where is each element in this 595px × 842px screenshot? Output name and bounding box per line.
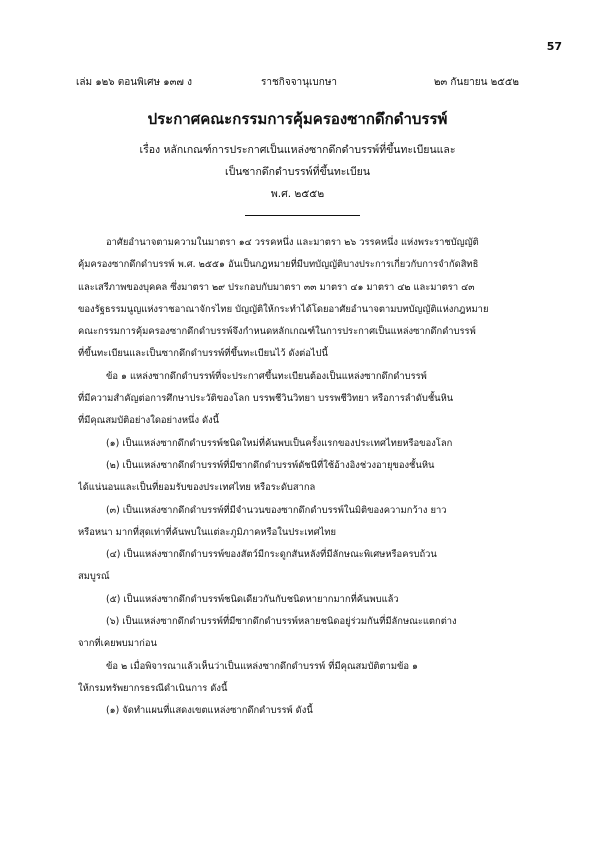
body-line: และเสรีภาพของบุคคล ซึ่งมาตรา ๒๙ ประกอบกับมาตรา ๓๓ มาตรา ๔๑ มาตรา ๔๒ และมาตรา ๔๓ (78, 281, 475, 293)
subject-year: พ.ศ. ๒๕๕๒ (270, 188, 325, 200)
body-line: คุ้มครองซากดึกดำบรรพ์ พ.ศ. ๒๕๕๑ อันเป็นกฎหมายที่มีบทบัญญัติบางประการเกี่ยวกับการจำกัดสิทธิ (78, 259, 479, 271)
body-line: สมบูรณ์ (78, 571, 110, 583)
document-title: ประกาศคณะกรรมการคุ้มครองซากดึกดำบรรพ์ (147, 110, 448, 128)
body-line: (๑) เป็นแหล่งซากดึกดำบรรพ์ชนิดใหม่ที่ค้นพบเป็นครั้งแรกของประเทศไทยหรือของโลก (106, 437, 453, 449)
body-line: (๓) เป็นแหล่งซากดึกดำบรรพ์ที่มีจำนวนของซากดึกดำบรรพ์ในมิติของความกว้าง ยาว (106, 504, 447, 516)
body-line: (๑) จัดทำแผนที่แสดงเขตแหล่งซากดึกดำบรรพ์ ดังนี้ (106, 705, 313, 717)
body-line: (๔) เป็นแหล่งซากดึกดำบรรพ์ของสัตว์มีกระดูกสันหลังที่มีลักษณะพิเศษหรือครบถ้วน (106, 549, 437, 561)
body-line: หรือหนา มากที่สุดเท่าที่ค้นพบในแต่ละภูมิภาคหรือในประเทศไทย (78, 526, 336, 538)
body-line: อาศัยอำนาจตามความในมาตรา ๑๔ วรรคหนึ่ง และมาตรา ๒๖ วรรคหนึ่ง แห่งพระราชบัญญัติ (106, 237, 479, 248)
body-line: คณะกรรมการคุ้มครองซากดึกดำบรรพ์จึงกำหนดหลักเกณฑ์ในการประกาศเป็นแหล่งซากดึกดำบรรพ์ (78, 326, 476, 338)
page-number: 57 (546, 40, 562, 53)
body-line: ได้แน่นอนและเป็นที่ยอมรับของประเทศไทย หรือระดับสากล (78, 482, 316, 494)
body-line: จากที่เคยพบมาก่อน (78, 638, 157, 650)
body-line: ข้อ ๑ แหล่งซากดึกดำบรรพ์ที่จะประกาศขึ้นทะเบียนต้องเป็นแหล่งซากดึกดำบรรพ์ (106, 370, 427, 382)
body-line: ข้อ ๒ เมื่อพิจารณาแล้วเห็นว่าเป็นแหล่งซากดึกดำบรรพ์ ที่มีคุณสมบัติตามข้อ ๑ (106, 660, 418, 672)
header-volume: เล่ม ๑๒๖ ตอนพิเศษ ๑๓๗ ง (76, 77, 193, 88)
body-line: (๖) เป็นแหล่งซากดึกดำบรรพ์ที่มีซากดึกดำบรรพ์หลายชนิดอยู่ร่วมกันที่มีลักษณะแตกต่าง (106, 616, 457, 628)
body-line: ที่มีคุณสมบัติอย่างใดอย่างหนึ่ง ดังนี้ (78, 415, 220, 427)
running-header (76, 75, 519, 93)
body-line: ที่ขึ้นทะเบียนและเป็นซากดึกดำบรรพ์ที่ขึ้นทะเบียนไว้ ดังต่อไปนี้ (78, 348, 328, 360)
document-subject (0, 139, 595, 205)
subject-line-1: เรื่อง หลักเกณฑ์การประกาศเป็นแหล่งซากดึกดำบรรพ์ที่ขึ้นทะเบียนและ (139, 144, 456, 156)
body-line: (๕) เป็นแหล่งซากดึกดำบรรพ์ชนิดเดียวกันกับชนิดหายากมากที่ค้นพบแล้ว (106, 593, 399, 605)
subject-line-2: เป็นซากดึกดำบรรพ์ที่ขึ้นทะเบียน (225, 166, 370, 178)
body-line: ที่มีความสำคัญต่อการศึกษาประวัติของโลก บรรพชีวินวิทยา บรรพชีวิทยา หรือการลำดับชั้นหิน (78, 393, 454, 405)
header-date: ๒๓ กันยายน ๒๕๕๒ (433, 77, 519, 88)
title-divider (245, 215, 360, 216)
body-line: ของรัฐธรรมนูญแห่งราชอาณาจักรไทย บัญญัติให้กระทำได้โดยอาศัยอำนาจตามบทบัญญัติแห่งกฎหมาย (78, 303, 489, 315)
header-gazette-name: ราชกิจจานุเบกษา (261, 77, 338, 88)
body-line: (๒) เป็นแหล่งซากดึกดำบรรพ์ที่มีซากดึกดำบรรพ์ดัชนีที่ใช้อ้างอิงช่วงอายุของชั้นหิน (106, 459, 435, 471)
body-line: ให้กรมทรัพยากรธรณีดำเนินการ ดังนี้ (78, 682, 228, 694)
document-body (78, 232, 528, 723)
